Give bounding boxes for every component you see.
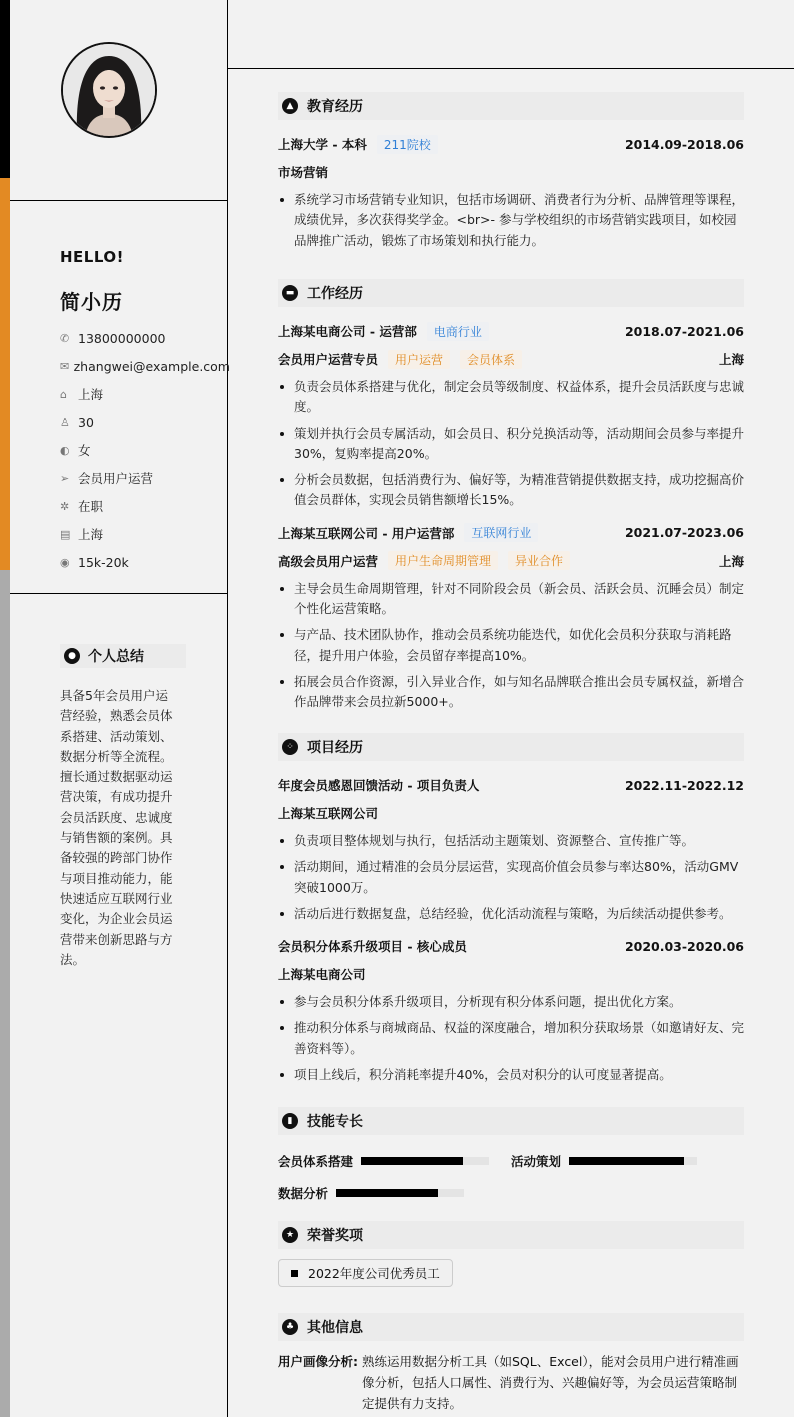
award-text: 2022年度公司优秀员工 xyxy=(308,1266,440,1281)
info-text: 13800000000 xyxy=(78,330,166,346)
list-item: 负责会员体系搭建与优化，制定会员等级制度、权益体系，提升会员活跃度与忠诚度。 xyxy=(278,377,744,418)
projects-section xyxy=(278,733,744,1091)
company-name: 上海某互联网公司 - 用户运营部 xyxy=(278,525,455,541)
list-item: 拓展会员合作资源，引入异业合作，如与知名品牌联合推出会员专属权益，新增合作品牌带来会员拉新5000+。 xyxy=(278,672,744,713)
list-item: 推动积分体系与商城商品、权益的深度融合，增加积分获取场景（如邀请好友、完善资料等）。 xyxy=(278,1018,744,1059)
summary-header xyxy=(60,644,186,668)
other-section xyxy=(278,1313,744,1414)
job-company-left xyxy=(278,322,489,341)
info-row xyxy=(60,408,230,436)
divider xyxy=(10,200,227,201)
list-item: 参与会员积分体系升级项目，分析现有积分体系问题，提出优化方案。 xyxy=(278,992,744,1012)
major-row xyxy=(278,158,744,186)
info-row xyxy=(60,436,230,464)
work-header xyxy=(278,279,744,307)
info-row xyxy=(60,352,230,380)
phone-icon: ✆ xyxy=(60,331,70,345)
skill-name: 活动策划 xyxy=(511,1154,562,1169)
other-title: 其他信息 xyxy=(307,1320,363,1336)
list-item: 活动期间，通过精准的会员分层运营，实现高价值会员参与率达80%，活动GMV突破1000万。 xyxy=(278,857,744,898)
skill-item xyxy=(278,1177,511,1209)
skill-tag: 异业合作 xyxy=(508,551,570,570)
sidebar xyxy=(10,0,228,1417)
skill-tag: 会员体系 xyxy=(460,350,522,369)
info-text: 会员用户运营 xyxy=(78,471,154,486)
contact-info-list xyxy=(60,324,230,576)
project-org: 上海某互联网公司 xyxy=(278,806,379,821)
status-icon: ✲ xyxy=(60,499,70,513)
skill-bar-fill xyxy=(569,1157,684,1165)
mail-icon: ✉ xyxy=(60,359,70,373)
info-row xyxy=(60,548,230,576)
user-icon: ● xyxy=(64,648,80,664)
summary-text: 具备5年会员用户运营经验，熟悉会员体系搭建、活动策划、数据分析等全流程。擅长通过数据驱动运营决策，有成功提升会员活跃度、忠诚度与销售额的案例。具备较强的跨部门协作与项目推动能力，能快速适应互联网行业变化，为企业会员运营带来创新思路与方法。 xyxy=(60,688,173,967)
salary-icon: ◉ xyxy=(60,555,70,569)
info-text: zhangwei@example.com xyxy=(73,358,230,374)
summary-title: 个人总结 xyxy=(88,649,144,665)
briefcase-icon: ▬ xyxy=(282,285,298,301)
education-header xyxy=(278,92,744,120)
other-info-row xyxy=(278,1351,744,1414)
project-org-row xyxy=(278,799,744,827)
other-text: 熟练运用数据分析工具（如SQL、Excel），能对会员用户进行精准画像分析，包括人口属性、消费行为、兴趣偏好等，为会员运营策略制定提供有力支持。 xyxy=(362,1354,739,1411)
project-name-row xyxy=(278,932,744,960)
major: 市场营销 xyxy=(278,165,329,180)
hello-heading: HELLO! xyxy=(60,248,124,266)
project-name-row xyxy=(278,771,744,799)
info-text: 30 xyxy=(78,414,94,430)
info-row xyxy=(60,464,230,492)
avatar xyxy=(61,42,157,138)
skill-tag: 用户运营 xyxy=(388,350,450,369)
age-icon: ♙ xyxy=(60,415,70,429)
send-icon: ➢ xyxy=(60,471,70,485)
education-bullets xyxy=(278,190,744,251)
list-item: 系统学习市场营销专业知识，包括市场调研、消费者行为分析、品牌管理等课程，成绩优异，多次获得奖学金。<br>- 参与学校组织的市场营销实践项目，如校园品牌推广活动，锻炼了市场策划和执行能力。 xyxy=(278,190,744,251)
project-org: 上海某电商公司 xyxy=(278,967,366,983)
other-label: 用户画像分析: xyxy=(278,1354,358,1369)
awards-title: 荣誉奖项 xyxy=(307,1228,363,1244)
sidebar-stripe-accent xyxy=(0,178,10,570)
skills-header xyxy=(278,1107,744,1135)
work-title: 工作经历 xyxy=(307,286,363,302)
award-icon: ★ xyxy=(282,1227,298,1243)
project-entry xyxy=(278,932,744,1085)
awards-section xyxy=(278,1221,744,1287)
job-role-row xyxy=(278,547,744,575)
list-item: 负责项目整体规划与执行，包括活动主题策划、资源整合、宣传推广等。 xyxy=(278,831,744,851)
divider xyxy=(10,593,227,594)
skill-item xyxy=(278,1145,511,1177)
skills-title: 技能专长 xyxy=(307,1114,363,1130)
graduation-cap-icon: ▲ xyxy=(282,98,298,114)
school-tag: 211院校 xyxy=(377,135,438,154)
work-section xyxy=(278,279,744,719)
job-role-row xyxy=(278,345,744,373)
awards-header xyxy=(278,1221,744,1249)
job-city: 上海 xyxy=(718,352,744,367)
project-date: 2022.11-2022.12 xyxy=(624,777,744,793)
project-org-row xyxy=(278,960,744,988)
job-bullets xyxy=(278,579,744,713)
sidebar-stripe-bottom xyxy=(0,570,10,1417)
job-company-left xyxy=(278,523,538,542)
square-bullet-icon xyxy=(291,1270,298,1277)
job-role-left xyxy=(278,350,522,369)
skill-tag: 用户生命周期管理 xyxy=(388,551,498,570)
job-role-left xyxy=(278,551,570,570)
info-row xyxy=(60,492,230,520)
info-row xyxy=(60,324,230,352)
education-title: 教育经历 xyxy=(307,99,363,115)
job-date: 2021.07-2023.06 xyxy=(624,525,744,541)
project-name: 会员积分体系升级项目 - 核心成员 xyxy=(278,939,467,955)
projects-title: 项目经历 xyxy=(307,740,363,756)
job-date: 2018.07-2021.06 xyxy=(624,323,744,339)
skill-bar-fill xyxy=(361,1157,463,1165)
job-bullets xyxy=(278,377,744,511)
info-row xyxy=(60,520,230,548)
project-date: 2020.03-2020.06 xyxy=(624,938,744,954)
building-icon: ▤ xyxy=(60,527,71,541)
skill-bar xyxy=(361,1157,489,1165)
education-row xyxy=(278,130,744,158)
info-text: 上海 xyxy=(78,387,104,402)
job-company-row xyxy=(278,317,744,345)
industry-tag: 互联网行业 xyxy=(464,523,538,542)
project-name: 年度会员感恩回馈活动 - 项目负责人 xyxy=(278,778,480,793)
info-text: 在职 xyxy=(78,499,104,514)
sidebar-stripe-top xyxy=(0,0,10,178)
other-header xyxy=(278,1313,744,1341)
list-item: 策划并执行会员专属活动，如会员日、积分兑换活动等，活动期间会员参与率提升30%，复购率提高20%。 xyxy=(278,424,744,465)
people-icon: ♣ xyxy=(282,1319,298,1335)
info-text: 女 xyxy=(78,443,91,458)
job-role: 高级会员用户运营 xyxy=(278,553,379,569)
list-item: 与产品、技术团队协作，推动会员系统功能迭代，如优化会员积分获取与消耗路径，提升用户体验，会员留存率提高10%。 xyxy=(278,625,744,666)
education-date: 2014.09-2018.06 xyxy=(624,136,744,152)
candidate-name: 简小历 xyxy=(60,290,123,314)
award-item xyxy=(278,1259,453,1287)
skill-bar-fill xyxy=(336,1189,438,1197)
list-item: 项目上线后，积分消耗率提升40%，会员对积分的认可度显著提高。 xyxy=(278,1065,744,1085)
home-icon: ⌂ xyxy=(60,387,67,401)
company-name: 上海某电商公司 - 运营部 xyxy=(278,324,417,339)
info-row xyxy=(60,380,230,408)
industry-tag: 电商行业 xyxy=(427,322,489,341)
job-entry xyxy=(278,317,744,511)
school-name: 上海大学 - 本科 xyxy=(278,137,367,152)
gender-icon: ◐ xyxy=(60,443,70,457)
project-bullets xyxy=(278,992,744,1085)
skill-name: 数据分析 xyxy=(278,1186,329,1201)
list-item: 活动后进行数据复盘，总结经验，优化活动流程与策略，为后续活动提供参考。 xyxy=(278,904,744,924)
list-item: 主导会员生命周期管理，针对不同阶段会员（新会员、活跃会员、沉睡会员）制定个性化运营策略。 xyxy=(278,579,744,620)
skills-section xyxy=(278,1107,744,1209)
projects-header xyxy=(278,733,744,761)
education-section xyxy=(278,92,744,257)
skill-name: 会员体系搭建 xyxy=(278,1154,354,1169)
grid-icon: ⁘ xyxy=(282,739,298,755)
skill-bar xyxy=(336,1189,464,1197)
job-company-row xyxy=(278,519,744,547)
bar-chart-icon: ▮ xyxy=(282,1113,298,1129)
main-content xyxy=(228,0,794,1417)
skill-bar xyxy=(569,1157,697,1165)
info-text: 15k-20k xyxy=(78,554,129,570)
info-text: 上海 xyxy=(78,527,104,542)
job-entry xyxy=(278,519,744,713)
job-city: 上海 xyxy=(718,553,744,569)
divider xyxy=(228,68,794,69)
skill-item xyxy=(511,1145,744,1177)
job-role: 会员用户运营专员 xyxy=(278,352,379,367)
project-entry xyxy=(278,771,744,924)
project-bullets xyxy=(278,831,744,924)
list-item: 分析会员数据，包括消费行为、偏好等，为精准营销提供数据支持，成功挖掘高价值会员群体，实现会员销售额增长15%。 xyxy=(278,470,744,511)
